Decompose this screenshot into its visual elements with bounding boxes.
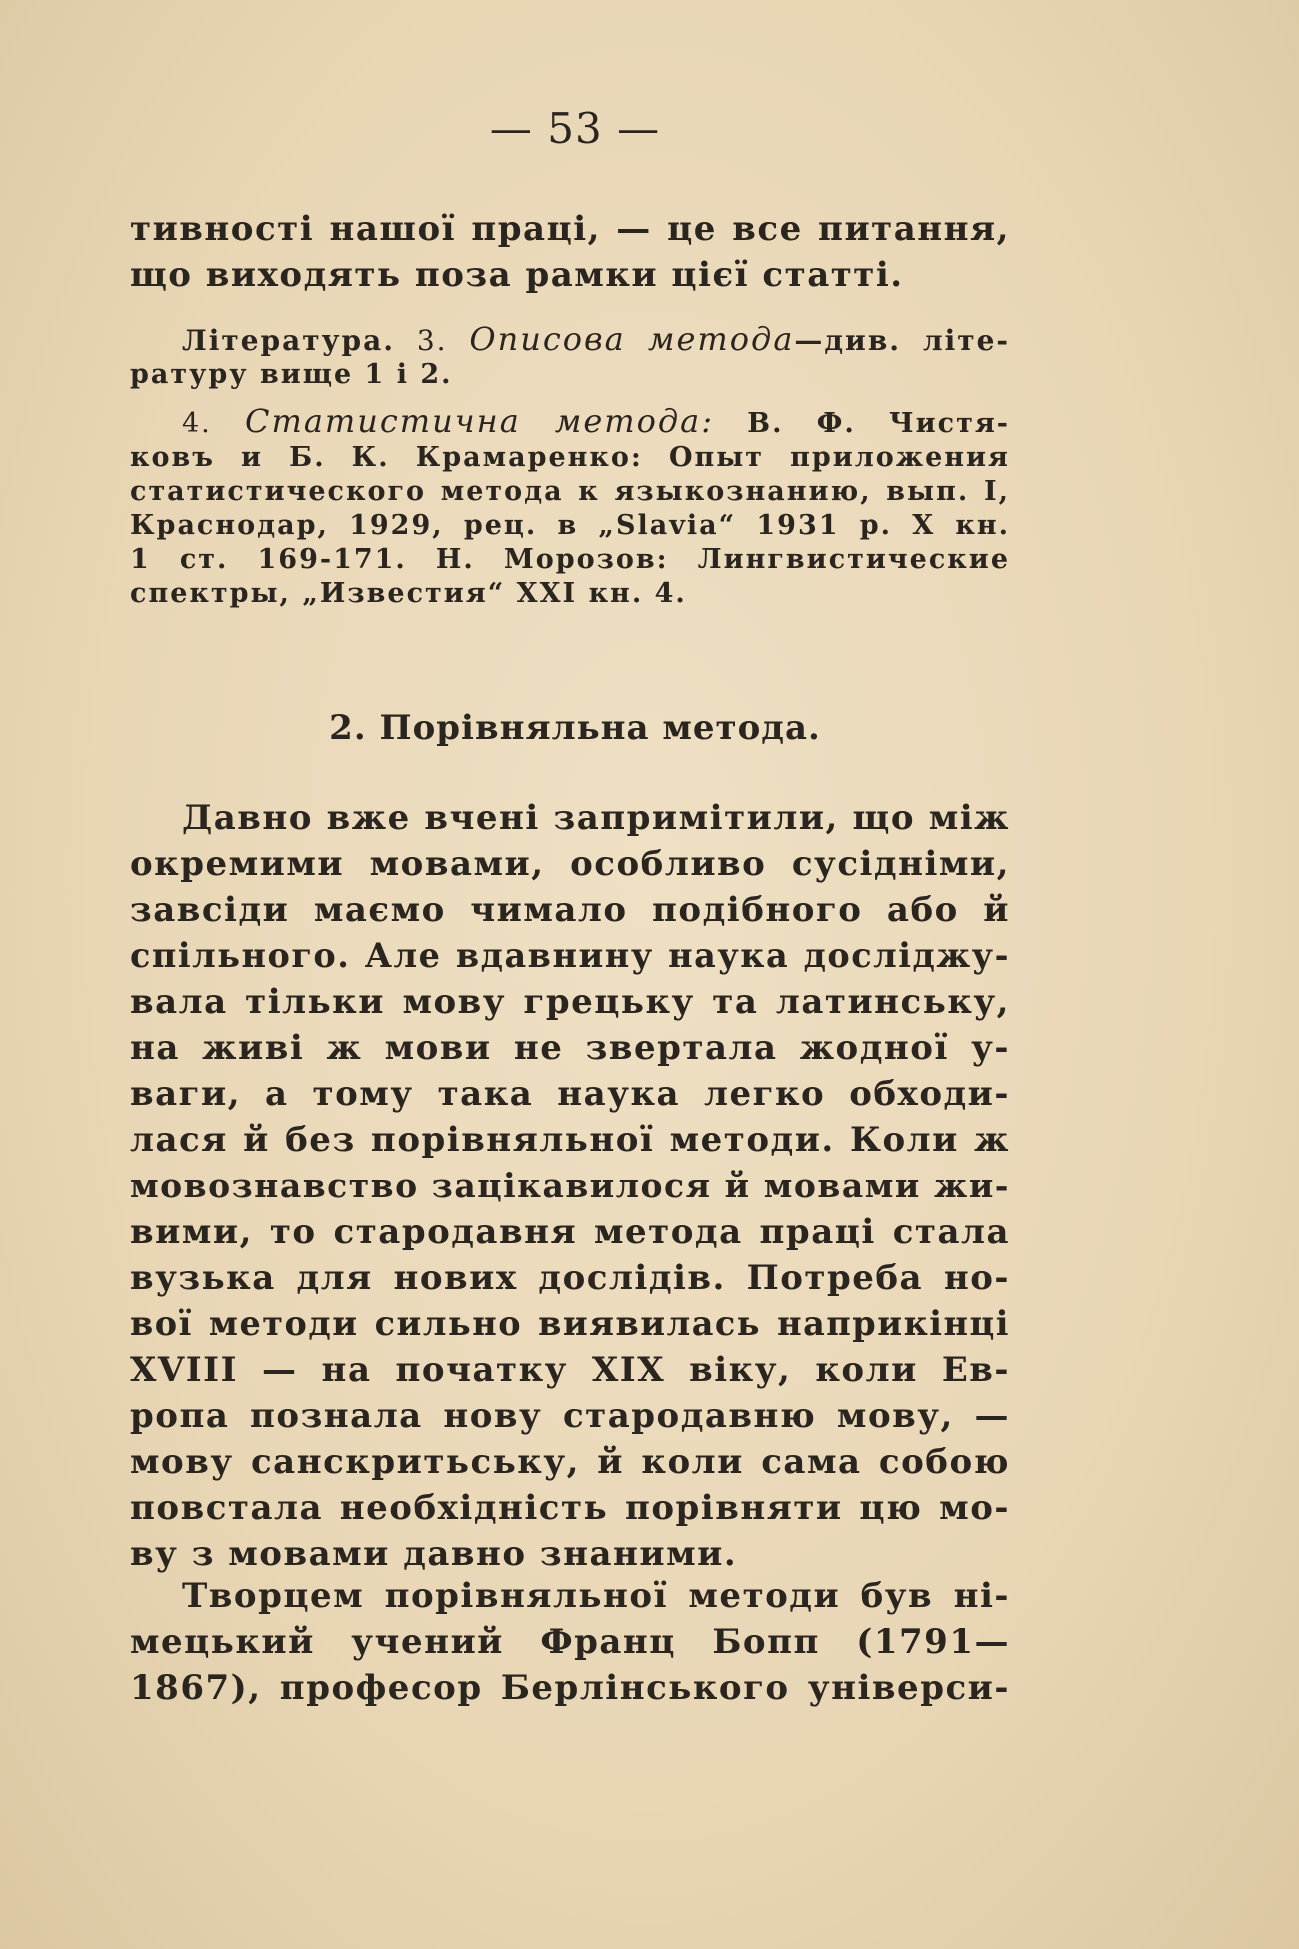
text-line: завсіди маємо чимало подібного або й [130,890,1010,930]
text-line: XVIII — на початку XIX віку, коли Ев- [130,1350,1010,1390]
literature-block [130,322,1010,611]
text-line: мецький учений Франц Бопп (1791— [130,1622,1010,1662]
text-line: вими, то стародавня метода праці стала [130,1212,1010,1252]
text-line: що виходять поза рамки цієї статті. [130,255,904,295]
text-line: ковъ и Б. К. Крамаренко: Опыт приложения [130,442,1010,473]
literature-item-3 [130,322,1010,358]
item-title: Описова метода [469,320,795,358]
paragraph-1 [130,795,1010,1577]
text-line: вузька для нових дослідів. Потреба но- [130,1258,1010,1298]
item-title: Статистична метода: [245,402,715,440]
text-line: 1 ст. 169-171. Н. Морозов: Лингвистические [130,544,1010,575]
text-line: ропа познала нову стародавню мову, — [130,1396,1010,1436]
text-line: вала тільки мову грецьку та латинську, [130,982,1010,1022]
text-line: 1867), професор Берлінського універси- [130,1668,1010,1708]
text-line: мову санскритьську, й коли сама собою [130,1442,1010,1482]
text-line: лася й без порівняльної методи. Коли ж [130,1120,1010,1160]
text-line: окремими мовами, особливо сусідніми, [130,844,1010,884]
text-line: ву з мовами давно знаними. [130,1534,738,1574]
text-line: мовознавство зацікавилося й мовами жи- [130,1166,1010,1205]
text-line: на живі ж мови не звертала жодної у- [130,1028,1010,1068]
item-author: В. Ф. Чистя- [747,408,1011,439]
section-heading: 2. Порівняльна метода. [329,708,821,748]
text-line: Творцем порівняльної методи був ні- [182,1576,1010,1616]
page-number: — 53 — [489,104,661,153]
text-line: ратуру вище 1 і 2. [130,359,453,390]
intro-text [130,206,1010,298]
text-line: спектры, „Известия“ XXI кн. 4. [130,578,687,609]
text-line: повстала необхідність порівняти цю мо- [130,1488,1010,1528]
literature-label: Література. [182,324,396,357]
text-line: ваги, а тому така наука легко обходи- [130,1074,1010,1114]
text-line: вої методи сильно виявилась наприкінці [130,1304,1010,1343]
text-line: Давно вже вчені запримітили, що між [182,798,1010,838]
text-line: тивності нашої праці, — це все питання, [130,209,1010,249]
text-line: Краснодар, 1929, рец. в „Slavia“ 1931 р. X кн. [130,510,1010,541]
text-line: статистического метода к языкознанию, вып. I, [130,476,1010,507]
item-text: —див. літе- [794,324,1010,357]
item-number: 3. [416,324,448,357]
paragraph-2 [130,1573,1010,1711]
literature-item-4 [130,404,1010,441]
item-number: 4. [182,408,212,439]
text-line: спільного. Але вдавнину наука досліджу- [130,936,1010,975]
